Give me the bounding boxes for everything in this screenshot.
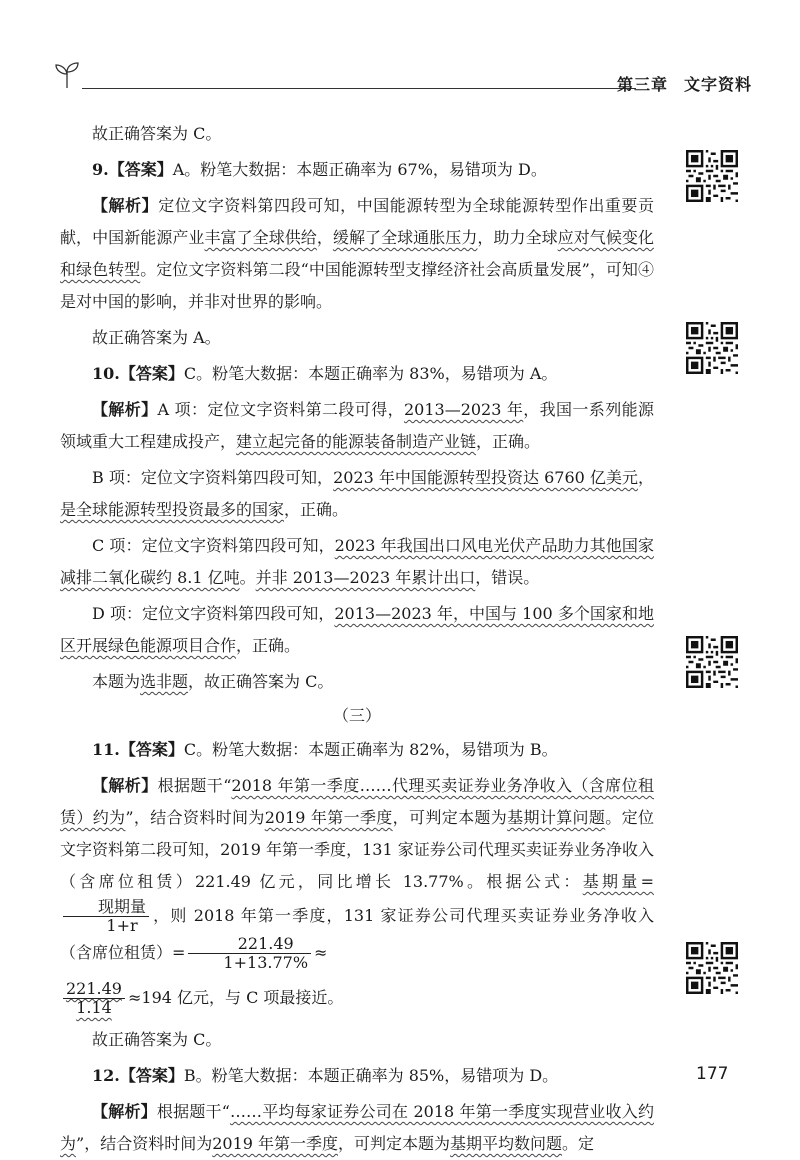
q11-analysis	[60, 770, 654, 972]
highlight: 建立起完备的能源装备制造产业链	[236, 432, 477, 451]
highlight: 2023 年我国出口风电光伏产品助力其他国家减排二氧化碳约 8.1 亿吨	[60, 536, 654, 587]
text: A 项：定位文字资料第二段可得，	[157, 400, 404, 419]
text: ，正确。	[284, 500, 349, 519]
answer-label: 10.【答案】	[92, 364, 184, 383]
text: ，助力全球	[477, 228, 558, 247]
answer-text: C。粉笔大数据：本题正确率为 83%，易错项为 A。	[183, 364, 558, 383]
q9-answer	[60, 154, 654, 186]
fraction-numerator: 221.49	[63, 980, 125, 999]
page-number: 177	[696, 1064, 729, 1084]
text: ”，结合资料时间为	[125, 808, 265, 827]
text: 。定位文字资料第二段可知，2019 年第一季度，131 家证券公司代理买卖证券业务净收入（含席位租赁）221.49 亿元，同比增长 13.77%。根据公式：	[60, 808, 654, 891]
analysis-label: 【解析】	[92, 1102, 157, 1121]
q8-conclusion: 故正确答案为 C。	[92, 124, 222, 143]
text: ，	[316, 228, 333, 247]
text: ，	[637, 468, 654, 487]
text: B 项：定位文字资料第四段可知，	[92, 468, 334, 487]
analysis-label: 【解析】	[92, 776, 158, 795]
q10-conclusion	[60, 666, 654, 698]
answer-label: 11.【答案】	[92, 740, 184, 759]
highlight: 并非 2013—2023 年累计出口	[255, 568, 476, 587]
qr-code-icon	[686, 942, 738, 994]
q10-option-c	[60, 530, 654, 594]
q12-analysis	[60, 1096, 654, 1160]
highlight: ……平均每家证券公司在 2018 年第一季度实现营业收入约为	[60, 1102, 654, 1153]
q10-answer	[60, 358, 654, 390]
q11-conclusion: 故正确答案为 C。	[92, 1030, 222, 1049]
text: C 项：定位文字资料第四段可知，	[92, 536, 335, 555]
highlight: 选非题	[140, 672, 189, 691]
text: 。定	[562, 1134, 595, 1153]
q12-answer	[60, 1060, 654, 1092]
text: ”，结合资料时间为	[76, 1134, 213, 1153]
text: ，正确。	[476, 432, 541, 451]
text: ，则 2018 年第一季度，131 家证券公司代理买卖证券业务净收入（含席位租赁）=	[60, 906, 654, 962]
q9-conclusion: 故正确答案为 A。	[92, 328, 221, 347]
text: 。定位文字资料第二段“中国能源转型支撑经济社会高质量发展”，可知④是对中国的影响，并非对世界的影响。	[60, 260, 654, 311]
q10-option-d	[60, 598, 654, 662]
text: 。	[239, 568, 256, 587]
answer-text: B。粉笔大数据：本题正确率为 85%，易错项为 D。	[183, 1066, 559, 1085]
highlight: 2018 年第一季度……代理买卖证券业务净收入（含席位租赁）约为	[60, 776, 654, 827]
qr-code-icon	[686, 636, 738, 688]
q11-answer	[60, 734, 654, 766]
highlight: 丰富了全球供给	[204, 228, 317, 247]
qr-code-icon	[686, 150, 738, 202]
highlight: 2013—2023 年，中国与 100 多个国家和地区开展绿色能源项目合作	[60, 604, 654, 655]
text: ，可判定本题为	[392, 808, 508, 827]
text: 本题为	[92, 672, 141, 691]
analysis-label: 【解析】	[92, 400, 158, 419]
chapter-title: 文字资料	[683, 75, 752, 94]
fraction-calc	[188, 935, 311, 972]
highlight: 应对气候变化和绿色转型	[60, 228, 654, 279]
highlight: 缓解了全球通胀压力	[332, 228, 478, 247]
fraction-denominator: 1+13.77%	[223, 953, 309, 972]
highlight: 基期平均数问题	[450, 1134, 563, 1153]
chapter-label: 第三章	[616, 75, 668, 94]
analysis-label: 【解析】	[92, 196, 159, 215]
fraction-numerator: 221.49	[188, 935, 311, 954]
header-rule	[82, 88, 636, 89]
fraction-denominator: 1+r	[106, 916, 138, 935]
text: D 项：定位文字资料第四段可知，	[92, 604, 335, 623]
text: ，正确。	[236, 636, 301, 655]
text: 根据题干“	[156, 1102, 230, 1121]
text: 定位文字资料第四段可知，中国能源转型为全球能源转型作出重要贡献，中国新能源产业	[60, 196, 654, 247]
section-heading: （三）	[332, 706, 381, 725]
text: ，错误。	[475, 568, 540, 587]
highlight: 基期计算问题	[507, 808, 606, 827]
answer-label: 9.【答案】	[92, 160, 173, 179]
answer-label: 12.【答案】	[92, 1066, 184, 1085]
text: 根据题干“	[157, 776, 232, 795]
highlight: 2013—2023 年	[403, 400, 524, 419]
text: ，故正确答案为 C。	[188, 672, 334, 691]
qr-code-icon	[686, 322, 738, 374]
answer-content	[60, 118, 654, 1160]
fraction-numerator: 现期量	[63, 898, 149, 917]
header-title	[617, 72, 752, 95]
fraction-approx	[63, 980, 125, 1017]
highlight: 基期量=	[582, 872, 654, 891]
q9-analysis	[60, 190, 654, 318]
highlight: 2019 年第一季度	[212, 1134, 339, 1153]
q10-option-a	[60, 394, 654, 458]
sprout-icon	[52, 60, 82, 90]
q10-option-b	[60, 462, 654, 526]
page-header	[52, 58, 752, 98]
highlight: 是全球能源转型投资最多的国家	[60, 500, 285, 519]
text: ≈	[314, 943, 328, 962]
fraction-denominator: 1.14	[76, 998, 112, 1017]
highlight: 2019 年第一季度	[264, 808, 393, 827]
answer-text: C。粉笔大数据：本题正确率为 82%，易错项为 B。	[183, 740, 558, 759]
highlight: 2023 年中国能源转型投资达 6760 亿美元	[333, 468, 638, 487]
text: ，可判定本题为	[338, 1134, 451, 1153]
answer-text: A。粉笔大数据：本题正确率为 67%，易错项为 D。	[172, 160, 547, 179]
fraction-formula	[63, 898, 149, 935]
text: ≈194 亿元，与 C 项最接近。	[127, 988, 344, 1007]
text: ，我国一系列能源领域重大工程建成投产，	[60, 400, 654, 451]
q11-result	[60, 972, 654, 1024]
